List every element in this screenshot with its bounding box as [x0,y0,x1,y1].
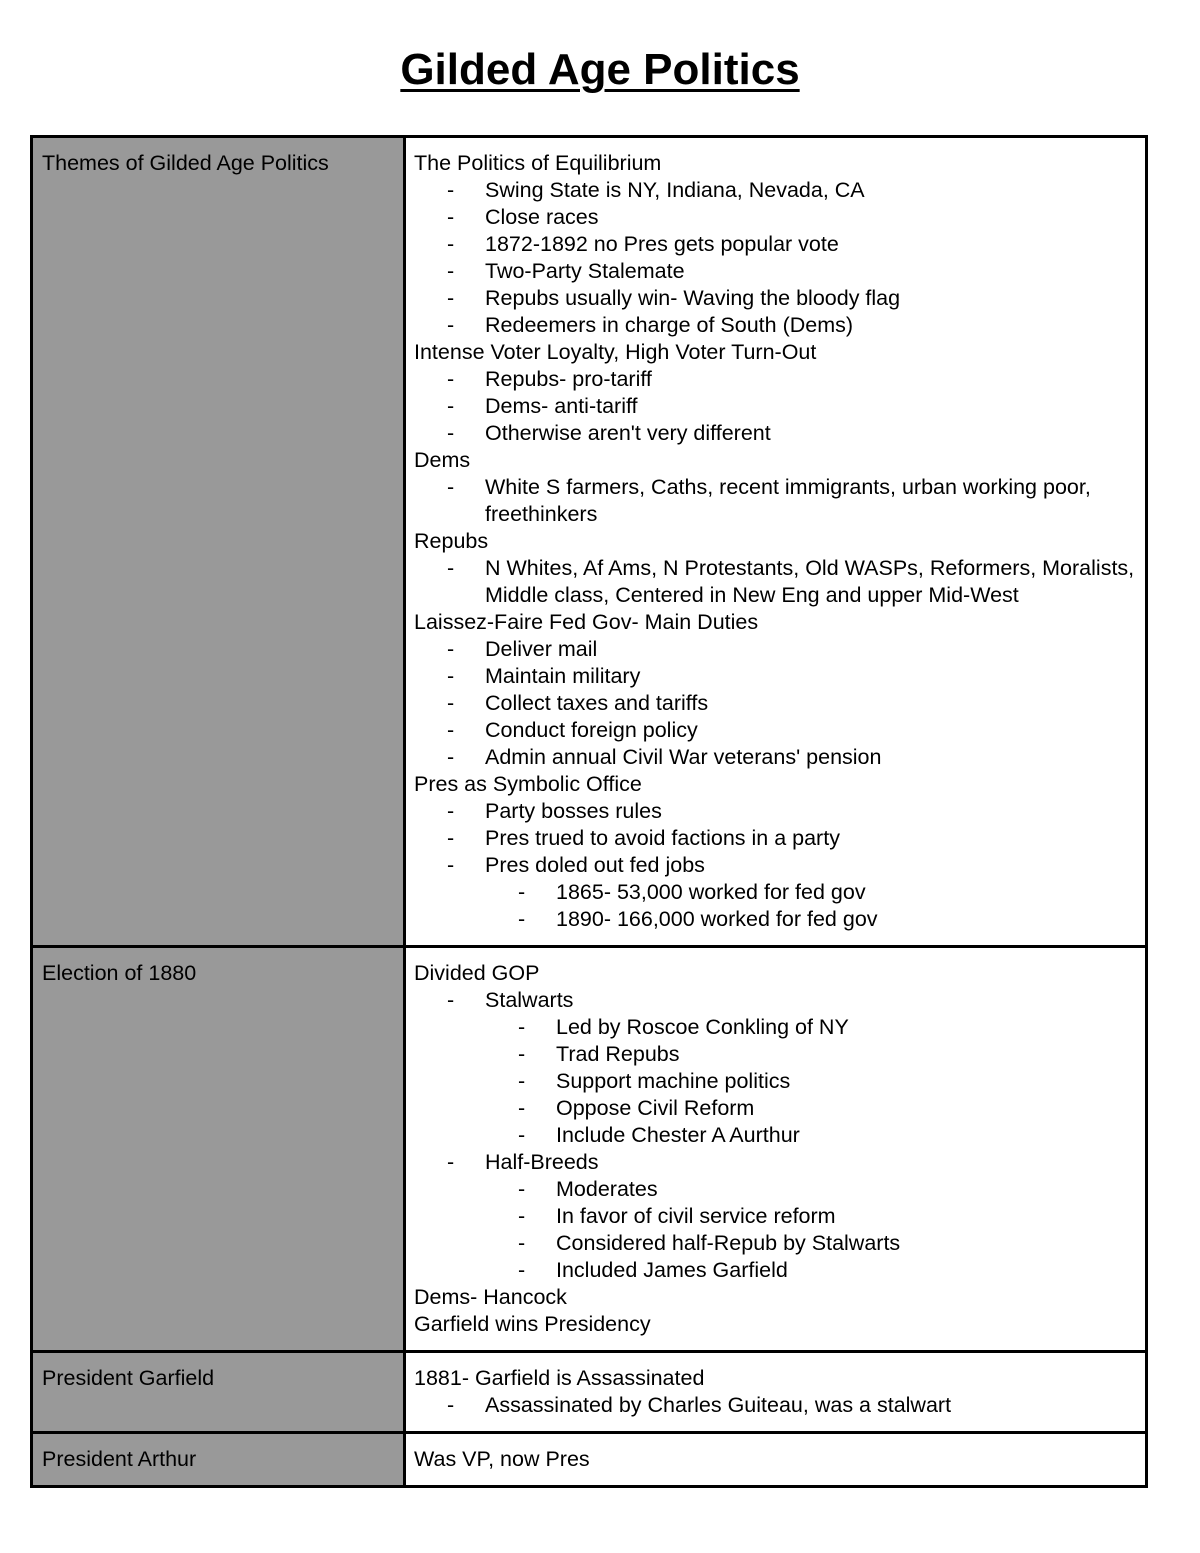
bullet-text: Included James Garfield [556,1258,788,1282]
table-row [32,137,1147,947]
dash-bullet-icon: - [447,556,455,580]
dash-bullet-icon: - [447,178,455,202]
bullet-text: Considered half-Repub by Stalwarts [556,1231,901,1255]
dash-bullet-icon: - [447,799,455,823]
table-row [32,1352,1147,1433]
bullet-text: Conduct foreign policy [485,718,698,742]
bullet-text: Assassinated by Charles Guiteau, was a stalwart [485,1393,952,1417]
table-row [32,947,1147,1352]
bullet-text: In favor of civil service reform [556,1204,836,1228]
bullet-text: Party bosses rules [485,799,662,823]
dash-bullet-icon: - [447,637,455,661]
dash-bullet-icon: - [447,988,455,1012]
dash-bullet-icon: - [447,1150,455,1174]
bullet-item [414,285,1137,312]
bullet-item [414,258,1137,285]
bullet-item [414,690,1137,717]
bullet-item [414,393,1137,420]
note-heading: The Politics of Equilibrium [414,151,662,175]
bullet-item [414,177,1137,204]
sub-bullet-item [414,1122,1137,1149]
dash-bullet-icon: - [518,1123,526,1147]
sub-bullet-item [414,1203,1137,1230]
bullet-item [414,1149,1137,1176]
note-heading: Laissez-Faire Fed Gov- Main Duties [414,610,759,634]
dash-bullet-icon: - [447,1393,455,1417]
dash-bullet-icon: - [518,1069,526,1093]
dash-bullet-icon: - [518,1258,526,1282]
bullet-item [414,555,1137,609]
bullet-item [414,663,1137,690]
dash-bullet-icon: - [447,745,455,769]
bullet-text: Pres trued to avoid factions in a party [485,826,840,850]
bullet-text: Include Chester A Aurthur [556,1123,800,1147]
bullet-text: Swing State is NY, Indiana, Nevada, CA [485,178,865,202]
bullet-text: Pres doled out fed jobs [485,853,705,877]
dash-bullet-icon: - [447,718,455,742]
dash-bullet-icon: - [447,367,455,391]
bullet-text: Otherwise aren't very different [485,421,771,445]
note-heading: Garfield wins Presidency [414,1312,651,1336]
dash-bullet-icon: - [518,1042,526,1066]
note-heading: Intense Voter Loyalty, High Voter Turn-Out [414,340,817,364]
dash-bullet-icon: - [447,286,455,310]
bullet-text: Deliver mail [485,637,598,661]
dash-bullet-icon: - [518,1015,526,1039]
notes-table [30,135,1148,1488]
dash-bullet-icon: - [447,259,455,283]
sub-bullet-item [414,1176,1137,1203]
dash-bullet-icon: - [447,475,455,499]
topic-label: Themes of Gilded Age Politics [32,137,405,947]
topic-label: President Arthur [32,1433,405,1487]
bullet-item [414,204,1137,231]
note-heading: Repubs [414,529,489,553]
bullet-text: Maintain military [485,664,641,688]
bullet-item [414,636,1137,663]
bullet-text: Admin annual Civil War veterans' pension [485,745,882,769]
bullet-item [414,231,1137,258]
dash-bullet-icon: - [447,691,455,715]
sub-bullet-item [414,906,1137,933]
table-row [32,1433,1147,1487]
note-heading: Divided GOP [414,961,540,985]
bullet-item [414,474,1137,528]
dash-bullet-icon: - [518,880,526,904]
bullet-item [414,312,1137,339]
notes-table-body [32,137,1147,1487]
dash-bullet-icon: - [447,826,455,850]
bullet-text: Support machine politics [556,1069,791,1093]
bullet-item [414,366,1137,393]
dash-bullet-icon: - [447,853,455,877]
notes-cell [405,1352,1147,1433]
dash-bullet-icon: - [447,205,455,229]
dash-bullet-icon: - [447,394,455,418]
bullet-item [414,798,1137,825]
bullet-text: Oppose Civil Reform [556,1096,755,1120]
dash-bullet-icon: - [518,1177,526,1201]
sub-bullet-item [414,1014,1137,1041]
bullet-item [414,717,1137,744]
bullet-item [414,852,1137,879]
bullet-text: Led by Roscoe Conkling of NY [556,1015,849,1039]
bullet-item [414,987,1137,1014]
topic-label: Election of 1880 [32,947,405,1352]
sub-bullet-item [414,1041,1137,1068]
sub-bullet-item [414,1230,1137,1257]
dash-bullet-icon: - [447,313,455,337]
note-heading: Was VP, now Pres [414,1447,590,1471]
note-heading: Dems- Hancock [414,1285,567,1309]
bullet-text: 1872-1892 no Pres gets popular vote [485,232,839,256]
bullet-text: Repubs usually win- Waving the bloody flag [485,286,901,310]
bullet-text: Trad Repubs [556,1042,680,1066]
sub-bullet-item [414,879,1137,906]
bullet-item [414,1392,1137,1419]
sub-bullet-item [414,1068,1137,1095]
dash-bullet-icon: - [518,907,526,931]
topic-label: President Garfield [32,1352,405,1433]
dash-bullet-icon: - [447,232,455,256]
bullet-text: Two-Party Stalemate [485,259,685,283]
bullet-text: N Whites, Af Ams, N Protestants, Old WASPs, Reformers, Moralists, Middle class, Centered in New Eng and upper Mid-West [485,556,1135,607]
notes-cell [405,137,1147,947]
bullet-text: 1865- 53,000 worked for fed gov [556,880,866,904]
note-heading: Pres as Symbolic Office [414,772,642,796]
bullet-text: Dems- anti-tariff [485,394,638,418]
sub-bullet-item [414,1257,1137,1284]
sub-bullet-item [414,1095,1137,1122]
bullet-text: 1890- 166,000 worked for fed gov [556,907,878,931]
note-heading: Dems [414,448,471,472]
notes-cell [405,1433,1147,1487]
document-title: Gilded Age Politics [400,45,800,94]
bullet-text: Collect taxes and tariffs [485,691,709,715]
bullet-text: White S farmers, Caths, recent immigrants, urban working poor, freethinkers [485,475,1091,526]
bullet-text: Close races [485,205,599,229]
bullet-text: Redeemers in charge of South (Dems) [485,313,854,337]
bullet-text: Repubs- pro-tariff [485,367,652,391]
dash-bullet-icon: - [518,1231,526,1255]
dash-bullet-icon: - [518,1096,526,1120]
dash-bullet-icon: - [447,664,455,688]
note-heading: 1881- Garfield is Assassinated [414,1366,705,1390]
dash-bullet-icon: - [518,1204,526,1228]
bullet-text: Moderates [556,1177,658,1201]
bullet-item [414,825,1137,852]
bullet-text: Half-Breeds [485,1150,599,1174]
bullet-item [414,744,1137,771]
dash-bullet-icon: - [447,421,455,445]
notes-cell [405,947,1147,1352]
bullet-item [414,420,1137,447]
bullet-text: Stalwarts [485,988,574,1012]
